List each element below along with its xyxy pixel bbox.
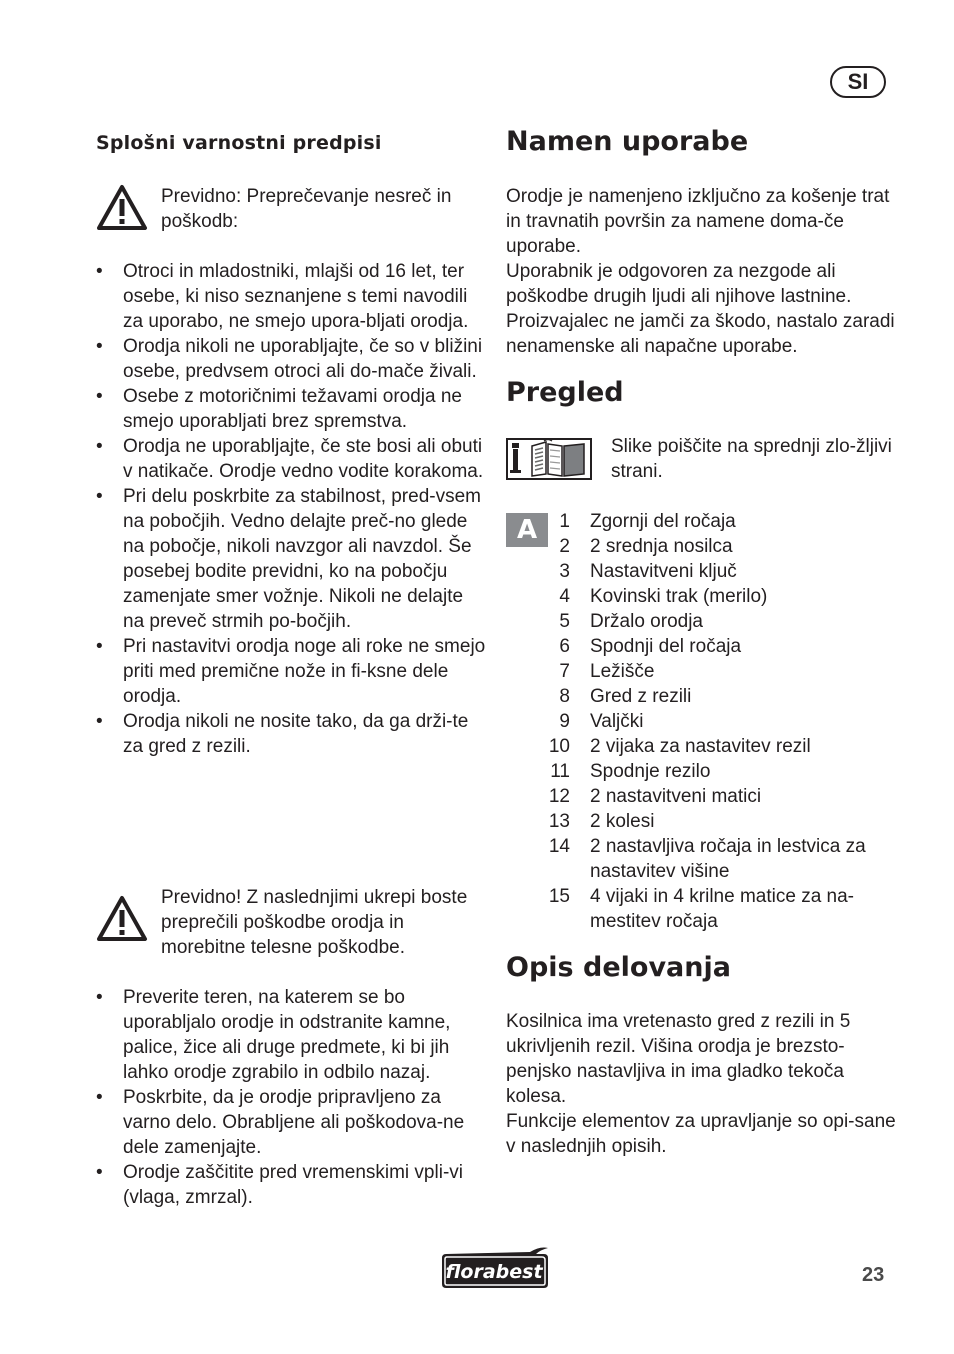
info-fold-page-icon [506, 438, 592, 480]
part-number: 5 [559, 611, 570, 632]
list-item: • Orodja ne uporabljajte, če ste bosi ali obuti v natikače. Orodje vedno vodite korakoma. [96, 434, 486, 484]
part-number: 2 [559, 536, 570, 557]
list-item [506, 884, 901, 934]
list-item: • Orodje zaščitite pred vremenskimi vpli-vi (vlaga, zmrzal). [96, 1160, 486, 1210]
list-item [506, 559, 901, 584]
florabest-logo [436, 1244, 552, 1290]
part-number: 3 [559, 561, 570, 582]
part-label: Nastavitveni ključ [590, 561, 737, 582]
part-number: 10 [548, 736, 570, 757]
list-item [506, 509, 901, 534]
warning-text-1: Previdno: Preprečevanje nesreč in poškodb: [161, 186, 452, 232]
list-item: • Osebe z motoričnimi težavami orodja ne smejo uporabljati brez spremstva. [96, 384, 486, 434]
overview-title: Pregled [506, 377, 624, 408]
list-item: • Otroci in mladostniki, mlajši od 16 let, ter osebe, ki niso seznanjene s temi navodili za uporabo, ne smejo upora-bljati orodja. [96, 259, 486, 334]
part-number: 11 [550, 761, 570, 782]
list-item [506, 784, 901, 809]
list-item [506, 609, 901, 634]
part-number: 12 [548, 786, 570, 807]
list-item [506, 759, 901, 784]
part-label: 2 srednja nosilca [590, 536, 733, 557]
list-item [506, 734, 901, 759]
part-label: Kovinski trak (merilo) [590, 586, 768, 607]
intended-use-text: Orodje je namenjeno izključno za košenje trat in travnatih površin za namene doma-če uporabe. Uporabnik je odgovoren za nezgode ali poškodbe drugih ljudi ali njihove lastnine. Proizvajalec ne jamči za škodo, nastalo zaradi nenamenske ali napačne uporabe. [506, 186, 895, 357]
part-label: Gred z rezili [590, 686, 692, 707]
overview-info-text: Slike poiščite na sprednji zlo-žljivi strani. [611, 436, 892, 482]
part-label: 2 vijaka za nastavitev rezil [590, 736, 811, 757]
part-label: Spodnje rezilo [590, 761, 711, 782]
list-item [506, 659, 901, 684]
logo-text: florabest [445, 1261, 543, 1283]
list-item [506, 809, 901, 834]
operation-title: Opis delovanja [506, 952, 731, 983]
page-number: 23 [862, 1264, 885, 1286]
part-label: Držalo orodja [590, 611, 703, 632]
part-label: Ležišče [590, 661, 655, 682]
list-item [506, 834, 901, 884]
figure-label-badge: A [506, 513, 548, 547]
list-item [506, 709, 901, 734]
language-badge: SI [830, 66, 886, 98]
list-item [506, 634, 901, 659]
warning-triangle-icon [96, 895, 148, 943]
operation-text: Kosilnica ima vretenasto gred z rezili in 5 ukrivljenih rezil. Višina orodja je brezsto-penjsko nastavljiva in ima gladko tekoča kolesa. Funkcije elementov za upravljanje so opi-sane v naslednjih opisih. [506, 1011, 896, 1157]
list-item: • Orodja nikoli ne uporabljajte, če so v bližini osebe, predvsem otroci ali do-mače živali. [96, 334, 486, 384]
part-number: 7 [559, 661, 570, 682]
part-label: Zgornji del ročaja [590, 511, 736, 532]
list-item: • Pri delu poskrbite za stabilnost, pred-vsem na pobočjih. Vedno delajte preč-no glede na pobočje, nikoli navzgor ali navzdol. Še posebej bodite previdni, ko na pobočju zamenjate smer vožnje. Nikoli ne delajte na preveč strmih po-bočjih. [96, 484, 486, 634]
part-number: 9 [559, 711, 570, 732]
list-item [506, 584, 901, 609]
part-number: 13 [548, 811, 570, 832]
part-number: 15 [548, 886, 570, 907]
list-item: • Pri nastavitvi orodja noge ali roke ne smejo priti med premične nože in fi-ksne dele orodja. [96, 634, 486, 709]
parts-list [506, 509, 901, 934]
safety-bullets-1 [96, 259, 486, 759]
part-label: Spodnji del ročaja [590, 636, 742, 657]
warning-text-2: Previdno! Z naslednjimi ukrepi boste preprečili poškodbe orodja in morebitne telesne poškodbe. [161, 887, 468, 958]
part-number: 4 [559, 586, 570, 607]
part-number: 1 [559, 511, 570, 532]
part-label: Valjčki [590, 711, 644, 732]
list-item: • Poskrbite, da je orodje pripravljeno za varno delo. Obrabljene ali poškodova-ne dele zamenjajte. [96, 1085, 486, 1160]
list-item [506, 534, 901, 559]
part-label: 2 nastavitveni matici [590, 786, 762, 807]
list-item: • Preverite teren, na katerem se bo uporabljalo orodje in odstranite kamne, palice, žice ali druge predmete, ki bi jih lahko orodje zgrabilo in odbilo nazaj. [96, 985, 486, 1085]
safety-heading: Splošni varnostni predpisi [96, 132, 382, 154]
warning-triangle-icon [96, 184, 148, 232]
intended-use-title: Namen uporabe [506, 126, 749, 157]
list-item [506, 684, 901, 709]
part-label: 2 kolesi [590, 811, 655, 832]
safety-bullets-2 [96, 985, 486, 1210]
list-item: • Orodja nikoli ne nosite tako, da ga drži-te za gred z rezili. [96, 709, 486, 759]
part-number: 14 [548, 836, 570, 857]
part-label: 4 vijaki in 4 krilne matice za na-mestitev ročaja [590, 886, 854, 932]
part-number: 6 [559, 636, 570, 657]
part-number: 8 [559, 686, 570, 707]
part-label: 2 nastavljiva ročaja in lestvica za nastavitev višine [590, 836, 866, 882]
